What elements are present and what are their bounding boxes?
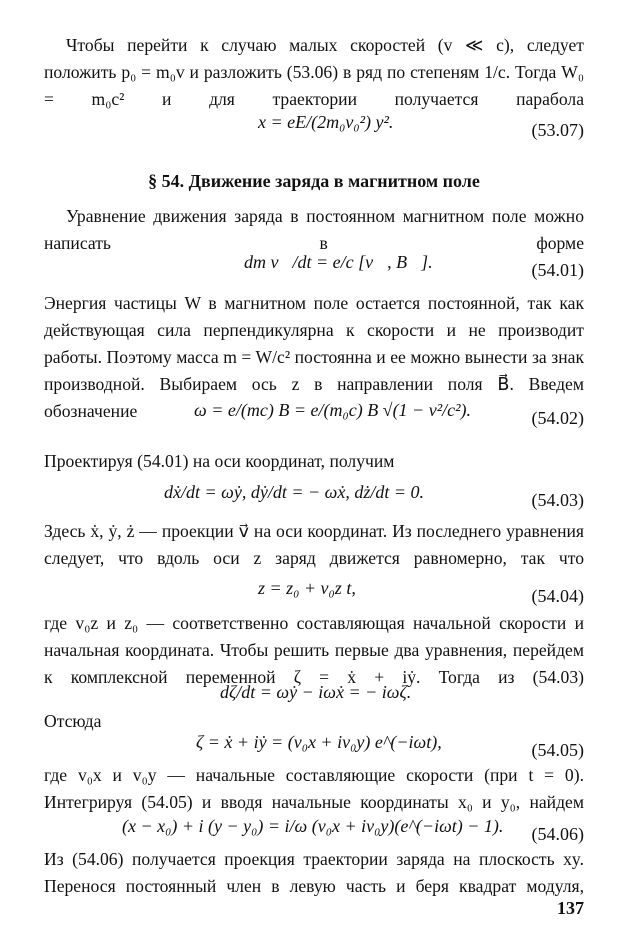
paragraph-motion-equation: Уравнение движения заряда в постоянном магнитном поле можно написать в форме	[44, 206, 584, 253]
equation-formula: z = z₀ + v₀z t,	[258, 578, 356, 598]
equation-formula: ζ = ẋ + iẏ = (v₀x + iv₀y) e^(−iωt),	[196, 732, 442, 752]
page-number: 137	[557, 898, 584, 918]
paragraph-trajectory: Из (54.06) получается проекция траектории заряда на плоскость xy. Перенося постоянный член в левую часть и беря квадрат модуля,	[44, 849, 584, 896]
equation-number: (53.07)	[531, 120, 584, 140]
equation-54-03	[44, 482, 584, 522]
equation-53-07	[44, 112, 584, 152]
equation-54-02	[44, 400, 584, 440]
section-heading: § 54. Движение заряда в магнитном поле	[148, 171, 480, 191]
equation-number: (54.03)	[531, 490, 584, 510]
equation-number: (54.01)	[531, 260, 584, 280]
equation-number: (54.02)	[531, 408, 584, 428]
paragraph-initial-velocity: где v₀z и z₀ — соответственно составляющая начальной скорости и начальная координата. Чтобы решить первые два уравнения, перейдем к комплексной переменной ζ = ẋ + iẏ. Тогда из (54.03)	[44, 613, 584, 687]
equation-formula: dζ/dt = ωẏ − iωẋ = − iωζ.	[220, 682, 412, 702]
paragraph-projecting: Проектируя (54.01) на оси координат, получим	[44, 451, 395, 471]
equation-54-01	[44, 252, 584, 292]
equation-formula: (x − x₀) + i (y − y₀) = i/ω (v₀x + iv₀y)(e^(−iωt) − 1).	[122, 816, 504, 836]
equation-number: (54.04)	[531, 586, 584, 606]
equation-formula: x = eE/(2m₀v₀²) y².	[258, 112, 394, 132]
paragraph-energy: Энергия частицы W в магнитном поле остается постоянной, так как действующая сила перпендикулярна к скорости и не производит работы. Поэтому масса m = W/c² постоянна и ее можно вынести за знак производной. Выбираем ось z в направлении поля B⃗. Введем обозначение	[44, 293, 584, 421]
equation-number: (54.05)	[531, 740, 584, 760]
equation-formula: ω = e/(mc) B = e/(m₀c) B √(1 − v²/c²).	[194, 400, 471, 420]
paragraph-projections: Здесь ẋ, ẏ, ż — проекции v⃗ на оси координат. Из последнего уравнения следует, что вдоль оси z заряд движется равномерно, так что	[44, 521, 584, 568]
paragraph-integrating: где v₀x и v₀y — начальные составляющие скорости (при t = 0). Интегрируя (54.05) и вводя начальные координаты x₀ и y₀, найдем	[44, 765, 584, 812]
equation-formula: dm v⃗/dt = e/c [v⃗, B⃗].	[244, 252, 433, 272]
equation-formula: dẋ/dt = ωẏ, dẏ/dt = − ωẋ, dż/dt = 0.	[164, 482, 424, 502]
paragraph-hence: Отсюда	[44, 711, 102, 731]
paragraph-intro: Чтобы перейти к случаю малых скоростей (v ≪ c), следует положить p₀ = m₀v и разложить (53.06) в ряд по степеням 1/c. Тогда W₀ = m₀c² и для траектории получается парабола	[44, 35, 584, 109]
equation-number: (54.06)	[531, 824, 584, 844]
